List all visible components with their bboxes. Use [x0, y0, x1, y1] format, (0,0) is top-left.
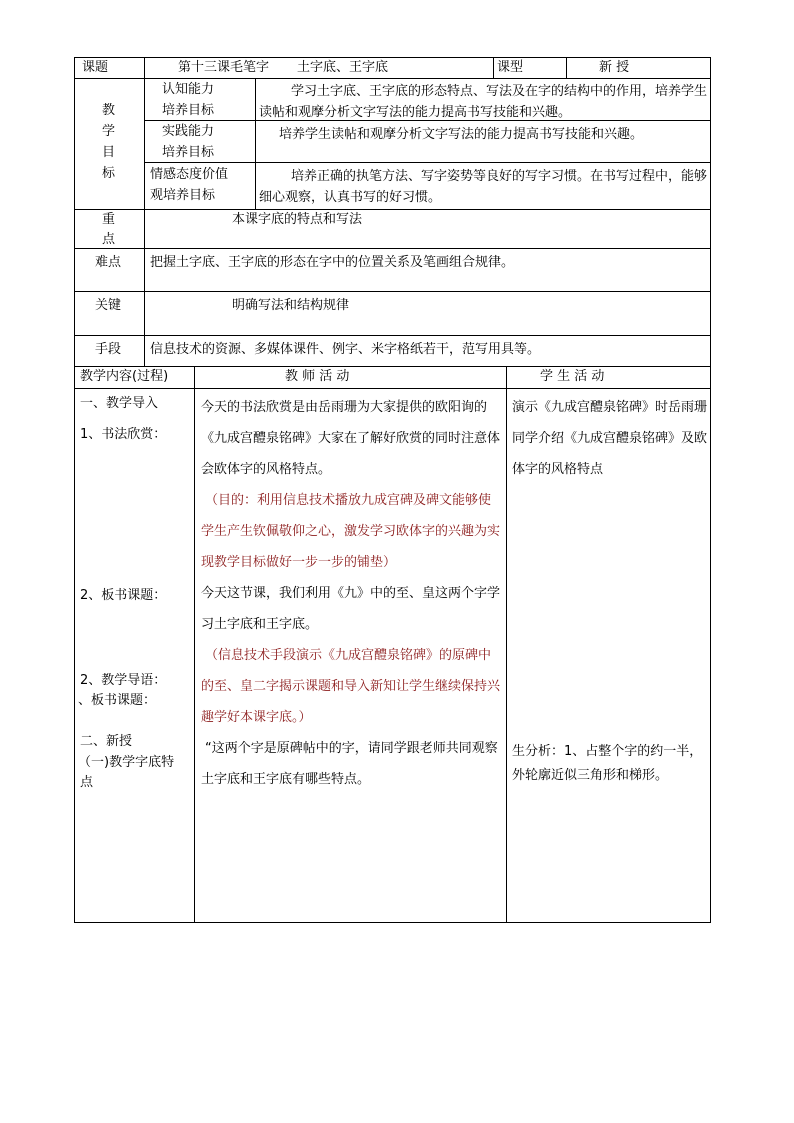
topic-label: 课题: [82, 60, 109, 75]
objective-label-attitude: 情感态度价值: [150, 167, 229, 182]
process-col-teacher: 教 师 活 动: [285, 369, 350, 384]
teacher-activity-3: 今天这节课，我们利用《九》中的至、皇这两个字学习土字底和王字底。: [201, 586, 501, 632]
means-text: 信息技术的资源、多媒体课件、例字、米字格纸若干，范写用具等。: [150, 342, 541, 357]
objective-label-practice: 实践能力: [162, 124, 215, 139]
process-col-content: 教学内容(过程): [80, 369, 169, 384]
type-label: 课型: [497, 60, 524, 75]
objective-text-practice: 培养学生读帖和观摩分析文字写法的能力提高书写技能和兴趣。: [279, 127, 644, 142]
difficulty-label: 难点: [95, 255, 122, 270]
teacher-activity-2: （目的：利用信息技术播放九成宫碑及碑文能够使学生产生钦佩敬仰之心，激发学习欧体字的兴趣为实现教学目标做好一步一步的铺垫）: [201, 493, 501, 570]
focus-label-2: 点: [102, 232, 116, 247]
objective-label-cognitive-2: 培养目标: [162, 103, 215, 118]
key-label: 关键: [95, 298, 122, 313]
student-activity-2: 生分析：1、占整个字的约一半，外轮廓近似三角形和梯形。: [512, 744, 703, 783]
process-col-student: 学 生 活 动: [540, 369, 605, 384]
lesson-subtitle: 土字底、王字底: [297, 60, 389, 75]
step-feature: （一)教学字底特: [78, 755, 175, 770]
teacher-activity-4: （信息技术手段演示《九成宫醴泉铭碑》的原碑中的至、皇二字揭示课题和导入新知让学生继续保持兴趣学好本课字底。）: [201, 648, 501, 725]
key-text: 明确写法和结构规律: [232, 298, 350, 313]
means-label: 手段: [95, 342, 122, 357]
lesson-title: 第十三课毛笔字: [178, 60, 270, 75]
step-feature-2: 点: [80, 775, 94, 790]
student-activity-1: 演示《九成宫醴泉铭碑》时岳雨珊同学介绍《九成宫醴泉铭碑》及欧体字的风格特点: [512, 400, 708, 477]
objective-text-attitude: 培养正确的执笔方法、写字姿势等良好的写字习惯。在书写过程中，能够细心观察，认真书写的好习惯。: [259, 169, 708, 205]
objective-label-attitude-2: 观培养目标: [150, 188, 216, 203]
objective-label-practice-2: 培养目标: [162, 145, 215, 160]
objective-label-cognitive: 认知能力: [162, 82, 215, 97]
step-intro: 一、教学导入: [80, 396, 159, 411]
focus-text: 本课字底的特点和写法: [232, 212, 363, 227]
type-value: 新 授: [599, 60, 630, 75]
teacher-activity-5: “这两个字是原碑帖中的字，请同学跟老师共同观察土字底和王字底有哪些特点。: [201, 741, 498, 787]
step-appreciation: 1、书法欣赏：: [80, 427, 167, 442]
focus-label-1: 重: [102, 212, 116, 227]
objective-text-cognitive: 学习土字底、王字底的形态特点、写法及在字的结构中的作用，培养学生读帖和观摩分析文字写法的能力提高书写技能和兴趣。: [259, 84, 708, 120]
step-board-title-2: 、板书课题：: [78, 693, 157, 708]
step-new-lesson: 二、新授: [80, 734, 133, 749]
step-board-title: 2、板书课题：: [80, 588, 167, 603]
step-guidance: 2、教学导语：: [80, 673, 167, 688]
teacher-activity-1: 今天的书法欣赏是由岳雨珊为大家提供的欧阳询的《九成宫醴泉铭碑》大家在了解好欣赏的同时注意体会欧体字的风格特点。: [201, 400, 501, 477]
difficulty-text: 把握土字底、王字底的形态在字中的位置关系及笔画组合规律。: [150, 255, 515, 270]
